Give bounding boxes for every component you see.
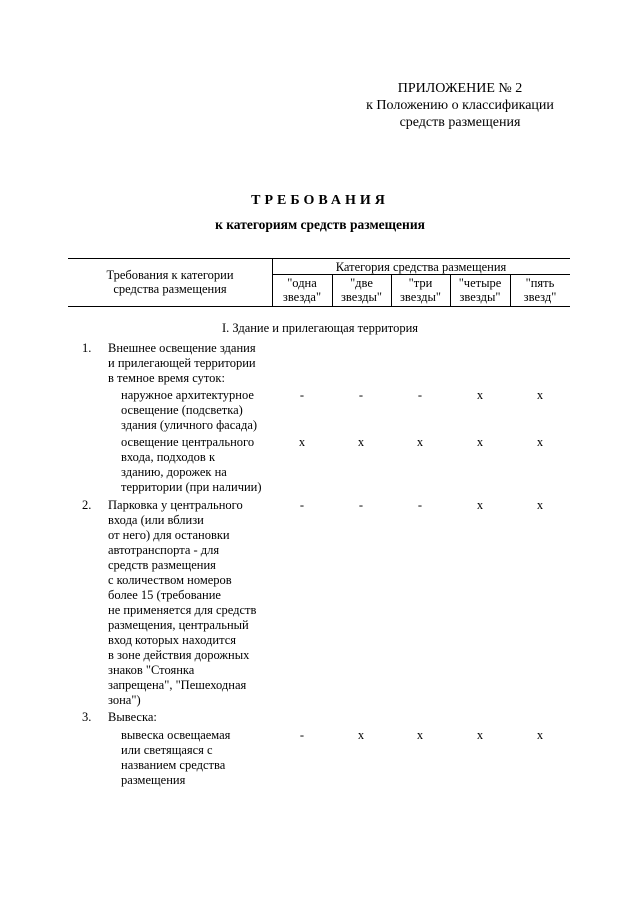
appendix-number: ПРИЛОЖЕНИЕ № 2 <box>397 81 523 96</box>
table-header-bottom-border <box>68 306 570 307</box>
star-header-five: "пять звезд" <box>523 276 557 304</box>
table-top-border <box>68 258 570 259</box>
mark-one-star: - <box>299 728 305 742</box>
row-number: 1. <box>82 341 92 355</box>
mark-one-star: x <box>298 435 306 449</box>
mark-two-star: - <box>358 388 364 402</box>
category-header-divider <box>272 274 570 275</box>
requirement-text: освещение центрального входа, подходов к зданию, дорожек на территории (при наличии) <box>121 435 262 494</box>
mark-four-star: x <box>476 388 484 402</box>
star-header-three: "три звезды" <box>399 276 442 304</box>
document-subtitle: к категориям средств размещения <box>215 217 425 232</box>
star-header-one: "одна звезда" <box>282 276 322 304</box>
mark-four-star: x <box>476 435 484 449</box>
mark-four-star: x <box>476 728 484 742</box>
star-header-two: "две звезды" <box>340 276 383 304</box>
row-number: 3. <box>82 710 92 724</box>
mark-five-star: x <box>536 728 544 742</box>
row-number: 2. <box>82 498 92 512</box>
appendix-header <box>330 80 590 131</box>
mark-three-star: - <box>417 388 423 402</box>
mark-three-star: x <box>416 728 424 742</box>
requirement-text: Парковка у центрального входа (или вблизи от него) для остановки автотранспорта - для средств размещения с количеством номеров более 15 (требование не применяется для средств размещения, центральный вход которых находится в зоне действия дорожных знаков "Стоянка запрещена", "Пешеходная зона") <box>108 498 257 707</box>
requirement-text: Вывеска: <box>108 710 157 724</box>
section-title: I. Здание и прилегающая территория <box>221 321 419 335</box>
mark-one-star: - <box>299 498 305 512</box>
mark-three-star: - <box>417 498 423 512</box>
mark-five-star: x <box>536 388 544 402</box>
mark-two-star: x <box>357 728 365 742</box>
mark-two-star: x <box>357 435 365 449</box>
requirement-text: Внешнее освещение здания и прилегающей территории в темное время суток: <box>108 341 256 385</box>
requirement-text: вывеска освещаемая или светящаяся с названием средства размещения <box>121 728 231 787</box>
mark-four-star: x <box>476 498 484 512</box>
star-header-four: "четыре звезды" <box>458 276 502 304</box>
appendix-reference-cont: средств размещения <box>399 115 521 130</box>
mark-one-star: - <box>299 388 305 402</box>
mark-five-star: x <box>536 435 544 449</box>
mark-three-star: x <box>416 435 424 449</box>
document-title: ТРЕБОВАНИЯ <box>251 193 389 208</box>
requirement-text: наружное архитектурное освещение (подсветка) здания (уличного фасада) <box>121 388 258 432</box>
requirements-column-header: Требования к категории средства размещения <box>106 268 234 296</box>
category-column-header: Категория средства размещения <box>335 260 507 274</box>
appendix-reference: к Положению о классификации <box>366 98 554 113</box>
mark-two-star: - <box>358 498 364 512</box>
mark-five-star: x <box>536 498 544 512</box>
